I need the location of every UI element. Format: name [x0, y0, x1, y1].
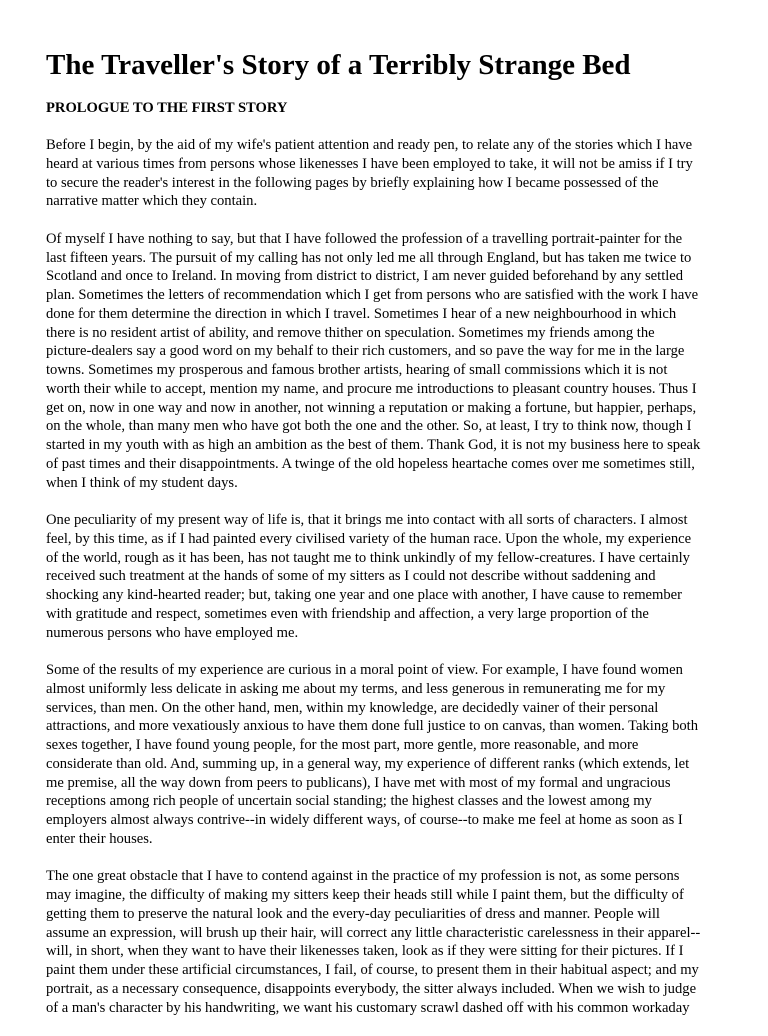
text-line: get on, now in one way and now in another, not winning a reputation or making a fortune, but happier, perhaps,: [46, 399, 697, 416]
text-line: with gratitude and respect, sometimes even with friendship and affection, a very large proportion of the: [46, 605, 649, 622]
text-line: services, than men. On the other hand, men, within my knowledge, are decidedly vainer of their personal: [46, 699, 659, 716]
text-line: will, in short, when they want to have their likenesses taken, look as if they were sitting for their pictures. If I: [46, 943, 684, 960]
text-line: may imagine, the difficulty of making my sitters keep their heads still while I paint them, but the difficulty of: [46, 887, 684, 903]
text-line: The one great obstacle that I have to contend against in the practice of my profession is not, as some persons: [46, 868, 680, 885]
text-line: done for them determine the direction in which I travel. Sometimes I hear of a new neighbourhood in which: [46, 305, 677, 322]
text-line: picture-dealers say a good word on my behalf to their rich customers, and so pave the way for me in the large: [46, 343, 685, 360]
text-line: receptions among rich people of uncertain social standing; the highest classes and the lowest among my: [46, 793, 652, 810]
text-line: Some of the results of my experience are curious in a moral point of view. For example, I have found women: [46, 662, 683, 678]
text-line: getting them to preserve the natural look and the every-day peculiarities of dress and manner. People will: [46, 905, 660, 922]
text-line: Of myself I have nothing to say, but that I have followed the profession of a travelling portrait-painter for the: [46, 230, 683, 247]
text-line: on the whole, than many men who have got both the one and the other. So, at least, I try to think now, though I: [46, 418, 692, 435]
text-line: sexes together, I have found young people, for the most part, more gentle, more reasonable, and more: [46, 737, 639, 753]
text-line: started in my youth with as high an ambition as the best of them. Thank God, it is not my business here to speak: [46, 437, 701, 453]
section-heading: PROLOGUE TO THE FIRST STORY: [46, 100, 288, 116]
paragraph: [46, 661, 726, 849]
text-line: of a man's character by his handwriting, we want his customary scrawl dashed off with his common workaday: [46, 999, 690, 1016]
text-line: heard at various times from persons whose likenesses I have been employed to take, it will not be amiss if I try: [46, 155, 693, 172]
text-line: attractions, and more vexatiously anxious to have them done full justice to on canvas, than women. Taking both: [46, 718, 699, 735]
text-line: when I think of my student days.: [46, 474, 238, 491]
text-line: of the world, rough as it has been, has not taught me to think unkindly of my fellow-creatures. I have certainly: [46, 549, 690, 566]
text-line: last fifteen years. The pursuit of my calling has not only led me all through England, but has taken me twice to: [46, 249, 692, 266]
text-line: narrative matter which they contain.: [46, 193, 258, 210]
text-line: paint them under these artificial circumstances, I fail, of course, to present them in their habitual aspect; and my: [46, 962, 699, 978]
text-line: there is no resident artist of ability, and remove thither on speculation. Sometimes my friends among the: [46, 324, 655, 341]
text-line: me premise, all the way down from peers to publicans), I have met with most of my formal and ungracious: [46, 774, 671, 791]
paragraph: [46, 230, 726, 493]
text-line: considerate than old. And, summing up, in a general way, my experience of different ranks (which extends, let: [46, 755, 690, 772]
document-title: The Traveller's Story of a Terribly Strange Bed: [46, 49, 631, 81]
text-line: towns. Sometimes my prosperous and famous brother artists, hearing of small commissions which it is not: [46, 362, 668, 378]
text-line: Before I begin, by the aid of my wife's patient attention and ready pen, to relate any of the stories which I have: [46, 137, 693, 153]
paragraph: [46, 867, 726, 1017]
document-body: [46, 136, 726, 1036]
text-line: worth their while to accept, mention my name, and procure me introductions to pleasant country houses. Thus I: [46, 380, 697, 397]
text-line: received such treatment at the hands of some of my sitters as I could not describe without saddening and: [46, 568, 656, 585]
paragraph: [46, 136, 726, 211]
text-line: to secure the reader's interest in the following pages by briefly explaining how I became possessed of the: [46, 174, 659, 191]
text-line: of past times and their disappointments. A twinge of the old hopeless heartache comes over me sometimes still,: [46, 455, 695, 472]
text-line: One peculiarity of my present way of life is, that it brings me into contact with all sorts of characters. I almost: [46, 512, 688, 528]
text-line: portrait, as a necessary consequence, disappoints everybody, the sitter always included. When we wish to judge: [46, 980, 697, 997]
text-line: feel, by this time, as if I had painted every civilised variety of the human race. Upon the whole, my experience: [46, 530, 692, 547]
paragraph: [46, 511, 726, 642]
text-line: employers almost always contrive--in widely different ways, of course--to make me feel at home as soon as I: [46, 812, 683, 828]
text-line: shocking any kind-hearted reader; but, taking one year and one place with another, I have cause to remember: [46, 587, 683, 603]
text-line: enter their houses.: [46, 830, 153, 847]
text-line: plan. Sometimes the letters of recommendation which I get from persons who are satisfied with the work I have: [46, 287, 699, 303]
text-line: Scotland and once to Ireland. In moving from district to district, I am never guided beforehand by any settled: [46, 268, 684, 285]
text-line: assume an expression, will brush up their hair, will correct any little characteristic carelessness in their apparel--: [46, 924, 701, 941]
text-line: almost uniformly less delicate in asking me about my terms, and less generous in remunerating me for my: [46, 680, 666, 697]
text-line: numerous persons who have employed me.: [46, 624, 299, 641]
